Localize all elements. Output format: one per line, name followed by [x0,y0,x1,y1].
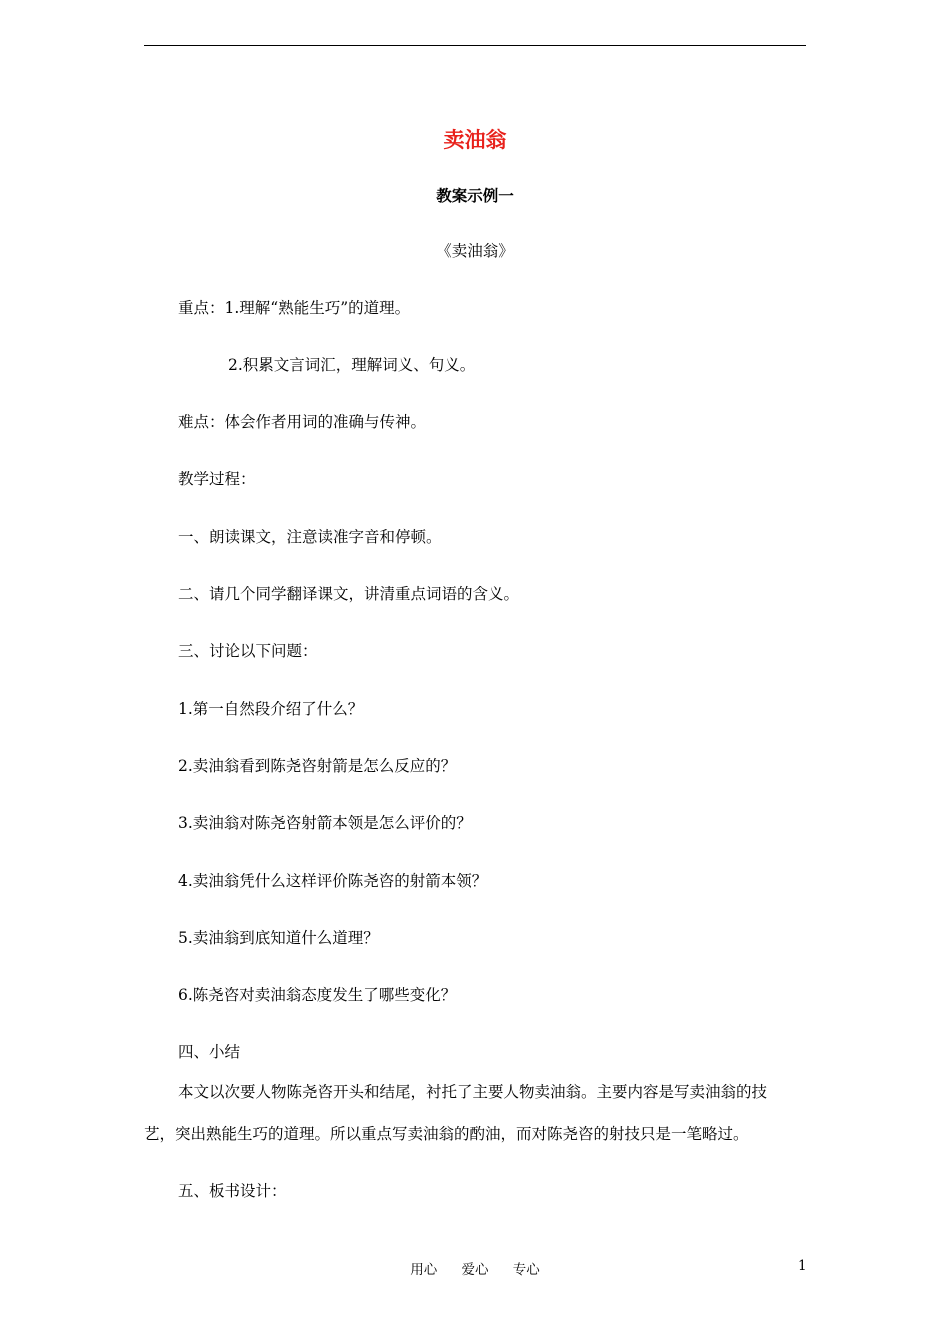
summary-line-2: 艺，突出熟能生巧的道理。所以重点写卖油翁的酌油，而对陈尧咨的射技只是一笔略过。 [144,1125,749,1143]
footer-motto-2: 爱心 [461,1262,489,1278]
question-6: 6.陈尧咨对卖油翁态度发生了哪些变化？ [178,986,457,1004]
step-3: 三、讨论以下问题： [178,642,318,660]
document-title: 卖油翁 [443,128,507,152]
document-subtitle: 教案示例一 [436,187,514,205]
question-5: 5.卖油翁到底知道什么道理？ [178,929,379,947]
summary-heading: 四、小结 [178,1043,241,1061]
key-point-2: 2.积累文言词汇，理解词义、句义。 [228,356,476,374]
question-2: 2.卖油翁看到陈尧咨射箭是怎么反应的？ [178,757,457,775]
step-1: 一、朗读课文，注意读准字音和停顿。 [178,528,442,546]
question-4: 4.卖油翁凭什么这样评价陈尧咨的射箭本领？ [178,872,488,890]
header-rule [144,45,806,46]
question-1: 1.第一自然段介绍了什么？ [178,700,364,718]
footer-motto-3: 专心 [512,1262,540,1278]
book-title: 《卖油翁》 [436,242,514,260]
page-number: 1 [798,1258,807,1274]
difficulty: 难点：体会作者用词的准确与传神。 [178,413,427,431]
process-heading: 教学过程： [178,470,256,488]
footer-motto [0,1258,950,1278]
question-3: 3.卖油翁对陈尧咨射箭本领是怎么评价的？ [178,814,472,832]
blackboard-heading: 五、板书设计： [178,1182,287,1200]
key-point-1: 重点：1.理解“熟能生巧”的道理。 [178,299,411,317]
summary-line-1: 本文以次要人物陈尧咨开头和结尾，衬托了主要人物卖油翁。主要内容是写卖油翁的技 [178,1083,768,1101]
step-2: 二、请几个同学翻译课文，讲清重点词语的含义。 [178,585,520,603]
footer-motto-1: 用心 [410,1262,438,1278]
